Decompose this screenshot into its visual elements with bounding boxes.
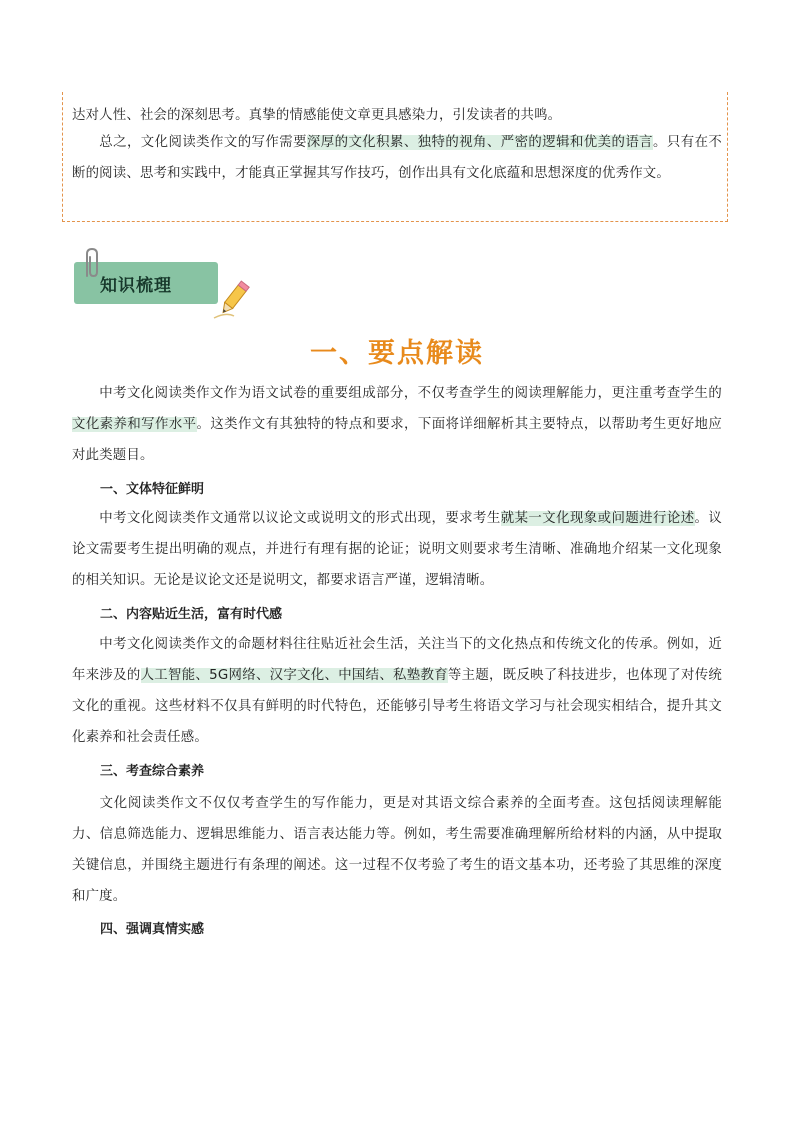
section-paragraph-1: 中考文化阅读类作文通常以议论文或说明文的形式出现，要求考生就某一文化现象或问题进行论述。议论文需要考生提出明确的观点，并进行有理有据的论证；说明文则要求考生清晰、准确地介绍某一文化现象的相关知识。无论是议论文还是说明文，都要求语言严谨，逻辑清晰。 [72, 511, 722, 588]
box-highlight: 深厚的文化积累、独特的视角、严密的逻辑和优美的语言 [306, 135, 654, 150]
section-paragraph-2: 中考文化阅读类作文的命题材料往往贴近社会生活，关注当下的文化热点和传统文化的传承。例如，近年来涉及的人工智能、5G网络、汉字文化、中国结、私塾教育等主题，既反映了科技进步，也体现了对传统文化的重视。这些材料不仅具有鲜明的时代特色，还能够引导考生将语文学习与社会现实相结合，提升其文化素养和社会责任感。 [72, 637, 723, 745]
section-heading-3: 三、考查综合素养 [100, 764, 205, 779]
pencil-icon [212, 272, 260, 320]
paperclip-icon [81, 246, 103, 280]
section-2-highlight: 人工智能、5G网络、汉字文化、中国结、私塾教育 [140, 668, 448, 683]
page-title: 一、要点解读 [310, 338, 484, 369]
intro-highlight: 文化素养和写作水平 [72, 417, 197, 432]
section-heading-1: 一、文体特征鲜明 [100, 482, 205, 497]
section-tag-label: 知识梳理 [100, 276, 172, 296]
section-paragraph-3: 文化阅读类作文不仅仅考查学生的写作能力，更是对其语文综合素养的全面考查。这包括阅读理解能力、信息筛选能力、逻辑思维能力、语言表达能力等。例如，考生需要准确理解所给材料的内涵，从中提取关键信息，并围绕主题进行有条理的阐述。这一过程不仅考验了考生的语文基本功，还考验了其思维的深度和广度。 [72, 796, 722, 904]
intro-paragraph: 中考文化阅读类作文作为语文试卷的重要组成部分，不仅考查学生的阅读理解能力，更注重考查学生的文化素养和写作水平。这类作文有其独特的特点和要求，下面将详细解析其主要特点，以帮助考生更好地应对此类题目。 [72, 386, 722, 463]
section-1-highlight: 就某一文化现象或问题进行论述 [500, 511, 695, 526]
section-heading-2: 二、内容贴近生活，富有时代感 [100, 607, 283, 622]
box-paragraph-1: 达对人性、社会的深刻思考。真挚的情感能使文章更具感染力，引发读者的共鸣。 [72, 108, 562, 123]
section-heading-4: 四、强调真情实感 [100, 922, 205, 937]
box-paragraph-2: 总之，文化阅读类作文的写作需要深厚的文化积累、独特的视角、严密的逻辑和优美的语言。只有在不断的阅读、思考和实践中，才能真正掌握其写作技巧，创作出具有文化底蕴和思想深度的优秀作文。 [72, 135, 722, 181]
